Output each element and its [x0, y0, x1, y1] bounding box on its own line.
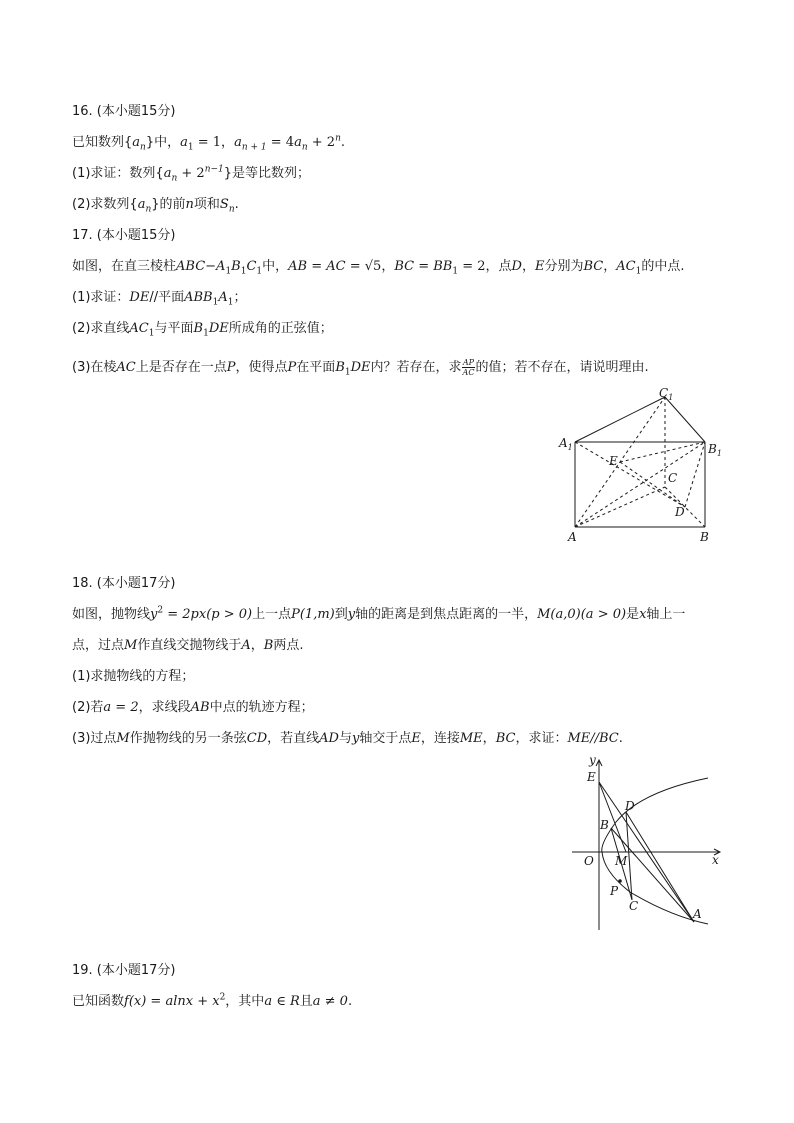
label-b1: $B_1$: [708, 442, 722, 458]
math-sub: 1: [187, 142, 194, 153]
text: ，其中: [225, 994, 265, 1009]
text: ，: [521, 259, 535, 274]
math-sub: n: [171, 173, 178, 184]
text: ，求证：: [515, 731, 568, 746]
math: A: [241, 638, 251, 653]
text: }是等比数列；: [223, 166, 311, 181]
text: ，: [250, 638, 264, 653]
problem-18-q3: [72, 730, 623, 748]
label-a: A: [693, 907, 702, 921]
math: DE: [208, 321, 229, 336]
math: DE: [129, 290, 150, 305]
text: ，: [381, 259, 395, 274]
problem-17-q2: [72, 320, 333, 338]
math-sub: n + 1: [241, 142, 267, 153]
text: (1)求证：: [72, 290, 130, 305]
segment-ab1: [575, 442, 705, 527]
math: ME: [459, 731, 483, 746]
math: = 2: [458, 259, 486, 274]
text: 作抛物线的另一条弦: [129, 731, 247, 746]
fraction-numerator: AP: [462, 358, 475, 367]
text: 如图，在直三棱柱: [72, 259, 177, 274]
text: //平面: [149, 290, 185, 305]
text: 已知函数: [72, 994, 125, 1009]
text: 且: [299, 994, 313, 1009]
text: 的中点.: [641, 259, 685, 274]
text: .: [340, 135, 345, 150]
math: AB: [190, 700, 210, 715]
label-e: E: [609, 454, 618, 468]
edge-c1b1: [665, 397, 705, 442]
math: ABC−A: [176, 259, 226, 274]
text: 是: [626, 607, 640, 622]
math: = 1，: [193, 135, 235, 150]
text: 的值；若不存在，请说明理由.: [475, 360, 649, 375]
text: ，点: [485, 259, 512, 274]
math: AD: [319, 731, 339, 746]
math-sub: n: [140, 142, 146, 153]
math: AB = AC =: [288, 259, 365, 274]
math: D: [511, 259, 522, 274]
text: ，求线段: [138, 700, 191, 715]
edge-a1c1: [575, 397, 665, 442]
problem-19-header: 19. (本小题17分): [72, 963, 176, 978]
problem-18-header: 18. (本小题17分): [72, 576, 176, 591]
text: 点，过点: [72, 638, 125, 653]
math: a: [294, 135, 302, 150]
problem-17-stem: [72, 258, 685, 276]
math-sub: 1: [203, 328, 209, 339]
math-sub: n: [301, 142, 308, 153]
math: a ≠ 0: [312, 994, 348, 1009]
fraction-ap-ac: [462, 358, 476, 377]
problem-17-header: 17. (本小题15分): [72, 228, 176, 243]
math: M: [124, 638, 138, 653]
text: 在平面: [296, 360, 336, 375]
math: = 4: [266, 135, 295, 150]
problem-18-q1: (1)求抛物线的方程；: [72, 669, 195, 684]
text: 中，: [262, 259, 289, 274]
text: (2)求直线: [72, 321, 130, 336]
text: (2)若: [72, 700, 104, 715]
text: 内？若存在，求: [370, 360, 462, 375]
fraction-denominator: AC: [462, 368, 475, 377]
math: a ∈ R: [264, 994, 300, 1009]
math: BC: [583, 259, 604, 274]
math: P: [287, 360, 297, 375]
math-sub: 1: [240, 266, 247, 277]
text: ，: [603, 259, 617, 274]
math: AC: [129, 321, 149, 336]
text: }中，: [145, 135, 181, 150]
text: ，连接: [420, 731, 460, 746]
text: 如图，抛物线: [72, 607, 151, 622]
problem-16-stem: [72, 134, 345, 152]
text: 轴交于点: [359, 731, 412, 746]
problem-19-stem: [72, 993, 352, 1011]
label-d: D: [675, 505, 685, 519]
label-c1: $C_1$: [659, 386, 674, 402]
text: 上一点: [252, 607, 292, 622]
problem-17-q1: [72, 289, 246, 307]
math-sup: 2: [219, 992, 226, 1003]
text: 所成角的正弦值；: [228, 321, 333, 336]
text: 分别为: [544, 259, 584, 274]
chord-ba: [611, 828, 694, 922]
math: B: [231, 259, 241, 274]
math: M: [116, 731, 130, 746]
problem-18-q2: [72, 699, 314, 717]
math: C: [246, 259, 257, 274]
math-sup: 2: [157, 605, 164, 616]
text: (3)过点: [72, 731, 117, 746]
math: DE: [350, 360, 371, 375]
math: P: [226, 360, 236, 375]
math: A: [218, 290, 228, 305]
text: 中点的轨迹方程；: [209, 700, 314, 715]
label-b: B: [600, 818, 609, 832]
segment-me: [599, 782, 626, 852]
label-o: O: [584, 854, 594, 868]
label-a: A: [568, 530, 577, 544]
text: (3)在棱: [72, 360, 117, 375]
math-sub: 1: [344, 367, 351, 378]
math: E: [535, 259, 545, 274]
label-b: B: [700, 530, 709, 544]
math: + 2: [307, 135, 336, 150]
label-a1: $A_1$: [559, 436, 573, 452]
text: ；: [233, 290, 247, 305]
text: 轴上一: [646, 607, 686, 622]
problem-17-q3: [72, 358, 649, 377]
text: 两点.: [273, 638, 304, 653]
text: (2)求数列{: [72, 197, 138, 212]
math: E: [411, 731, 421, 746]
label-d: D: [625, 799, 635, 813]
text: 项和: [193, 197, 220, 212]
text: 已知数列{: [72, 135, 133, 150]
label-x: x: [712, 853, 719, 867]
text: (1)求证：数列{: [72, 166, 164, 181]
math: M(a,0)(a > 0): [537, 607, 627, 622]
problem-16-header: 16. (本小题15分): [72, 104, 176, 119]
problem-16-q1: [72, 165, 310, 183]
text: 到: [334, 607, 348, 622]
prism-figure: [555, 385, 730, 545]
text: ，: [482, 731, 496, 746]
label-c: C: [668, 471, 678, 485]
text: ，使得点: [235, 360, 288, 375]
math: ME//BC: [567, 731, 619, 746]
problem-18-stem-line1: [72, 606, 685, 624]
math: AC: [116, 360, 136, 375]
math-sub: 1: [212, 297, 219, 308]
math: a: [137, 197, 146, 212]
parabola-figure: [560, 752, 735, 937]
math: AC: [616, 259, 636, 274]
math-sub: n: [145, 204, 152, 215]
math: ABB: [184, 290, 213, 305]
math-sub: 1: [227, 297, 234, 308]
segment-db1: [685, 442, 705, 507]
math: a = 2: [103, 700, 139, 715]
math: a: [234, 135, 242, 150]
math-sub: 1: [635, 266, 642, 277]
math: y: [150, 607, 158, 622]
text: ，若直线: [267, 731, 320, 746]
math: y: [347, 607, 356, 622]
math: a: [180, 135, 188, 150]
math-sup: n: [335, 133, 341, 144]
math: = 2px(p > 0): [163, 607, 253, 622]
math-sup: n−1: [204, 164, 224, 175]
text: .: [347, 994, 353, 1009]
label-c: C: [629, 899, 639, 913]
math-sub: 1: [452, 266, 459, 277]
text: }的前: [151, 197, 186, 212]
math: √5: [364, 259, 382, 274]
math: B: [263, 638, 274, 653]
math: a: [132, 135, 141, 150]
math: BC: [495, 731, 516, 746]
text: 作直线交抛物线于: [137, 638, 242, 653]
math: n: [185, 197, 194, 212]
math: B: [335, 360, 345, 375]
label-m: M: [615, 854, 628, 868]
text: .: [618, 731, 623, 746]
label-p: P: [610, 884, 619, 898]
segment-eb1: [620, 442, 705, 462]
math-sub: 1: [256, 266, 263, 277]
problem-16-q2: [72, 196, 239, 214]
math: x: [639, 607, 647, 622]
math: a: [163, 166, 172, 181]
math: P(1,m): [291, 607, 335, 622]
text: 与平面: [154, 321, 194, 336]
math: S: [219, 197, 229, 212]
problem-18-stem-line2: [72, 637, 303, 655]
text: 轴的距离是到焦点距离的一半，: [355, 607, 538, 622]
math-sub: 1: [225, 266, 232, 277]
math-sub: n: [228, 204, 235, 215]
math: B: [193, 321, 204, 336]
math: f(x) = alnx + x: [124, 994, 220, 1009]
text: 与: [338, 731, 352, 746]
math: + 2: [177, 166, 205, 181]
text: .: [234, 197, 239, 212]
math-sub: 1: [148, 328, 155, 339]
label-y: y: [589, 753, 596, 767]
text: 上是否存在一点: [135, 360, 227, 375]
point-p-dot: [618, 879, 622, 883]
math: BC = BB: [394, 259, 453, 274]
math: y: [351, 731, 360, 746]
math: CD: [246, 731, 268, 746]
label-e: E: [587, 770, 596, 784]
